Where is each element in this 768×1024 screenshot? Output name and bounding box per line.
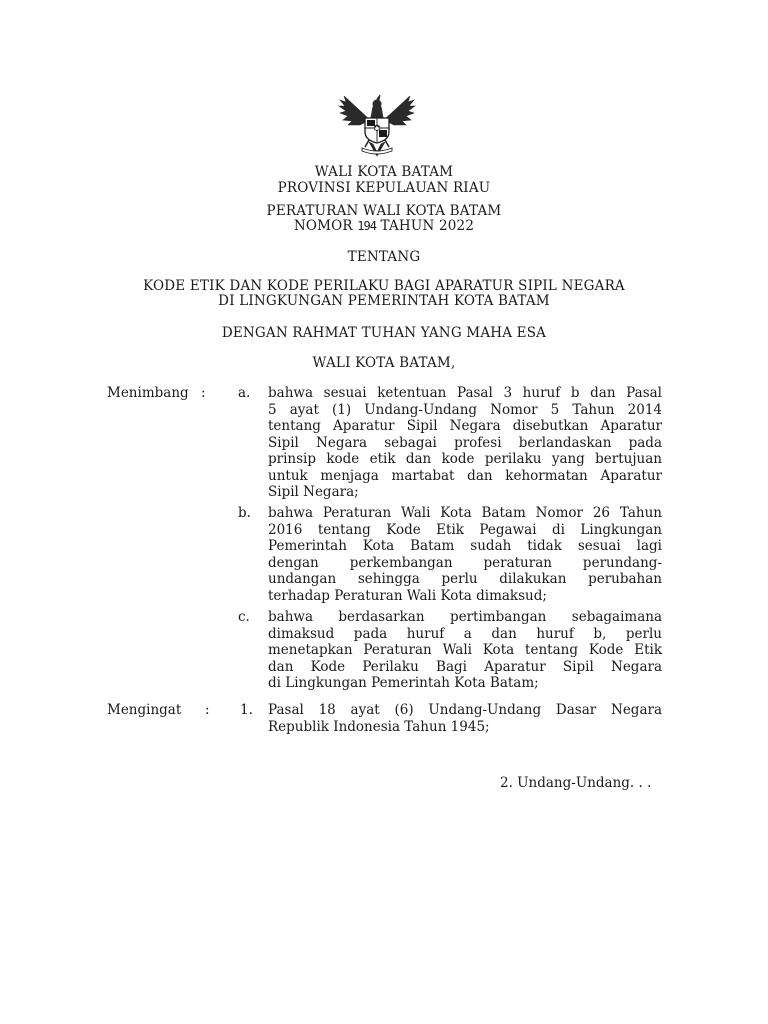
text-line: Pemerintah Kota Batam sudah tidak sesuai lagi (268, 538, 662, 554)
regulation-number (0, 218, 768, 234)
authority-line: WALI KOTA BATAM, (312, 355, 456, 371)
text-line: Republik Indonesia Tahun 1945; (268, 718, 490, 735)
mengingat-colon: : (205, 702, 210, 718)
menimbang-item-c-marker: c. (238, 609, 250, 625)
menimbang-label: Menimbang (107, 385, 189, 401)
garuda-emblem-icon (336, 92, 418, 160)
header-line-provinsi: PROVINSI KEPULAUAN RIAU (277, 180, 491, 196)
regulation-title: PERATURAN WALI KOTA BATAM (266, 203, 502, 219)
subject-line-1: KODE ETIK DAN KODE PERILAKU BAGI APARATUR SIPIL NEGARA (143, 278, 625, 294)
mengingat-item-1 (268, 702, 662, 735)
text-line: bahwa sesuai ketentuan Pasal 3 huruf b dan Pasal (268, 385, 662, 401)
text-line: tentang Aparatur Sipil Negara disebutkan Aparatur (268, 418, 662, 434)
header-line-wali-kota: WALI KOTA BATAM (314, 164, 454, 180)
text-line: 2016 tentang Kode Etik Pegawai di Lingkungan (268, 521, 662, 538)
mengingat-label: Mengingat (107, 702, 182, 718)
subject-line-2: DI LINGKUNGAN PEMERINTAH KOTA BATAM (218, 293, 550, 309)
text-line: bahwa Peraturan Wali Kota Batam Nomor 26 Tahun (268, 505, 662, 521)
about-heading: TENTANG (347, 249, 421, 265)
text-line: di Lingkungan Pemerintah Kota Batam; (268, 675, 539, 691)
text-line: prinsip kode etik dan kode perilaku yang bertujuan (268, 451, 662, 467)
text-line: dan Kode Perilaku Bagi Aparatur Sipil Negara (268, 658, 662, 675)
blessing-line: DENGAN RAHMAT TUHAN YANG MAHA ESA (221, 325, 547, 341)
text-line: 5 ayat (1) Undang-Undang Nomor 5 Tahun 2014 (268, 401, 662, 418)
text-line: untuk menjaga martabat dan kehormatan Aparatur (268, 467, 662, 484)
text-line: bahwa berdasarkan pertimbangan sebagaimana (268, 609, 662, 625)
text-line: Sipil Negara; (268, 484, 359, 500)
text-line: Sipil Negara sebagai profesi berlandaskan pada (268, 434, 662, 451)
text-line: menetapkan Peraturan Wali Kota tentang Kode Etik (268, 642, 662, 658)
mengingat-item-1-marker: 1. (240, 702, 253, 718)
menimbang-item-b-marker: b. (238, 505, 251, 521)
page-continuation: 2. Undang-Undang. . . (500, 775, 652, 791)
text-line: dengan perkembangan peraturan perundang- (268, 554, 662, 571)
menimbang-item-a-marker: a. (238, 385, 251, 401)
menimbang-colon: : (201, 385, 206, 401)
number-handwritten: 194 (357, 219, 376, 233)
text-line: terhadap Peraturan Wali Kota dimaksud; (268, 587, 547, 604)
text-line: Pasal 18 ayat (6) Undang-Undang Dasar Negara (268, 702, 662, 718)
number-prefix: NOMOR (293, 218, 353, 234)
menimbang-item-b (268, 505, 662, 604)
number-suffix: TAHUN 2022 (380, 218, 475, 234)
text-line: dimaksud pada huruf a dan huruf b, perlu (268, 625, 662, 642)
menimbang-item-a (268, 385, 662, 501)
menimbang-item-c (268, 609, 662, 692)
text-line: undangan sehingga perlu dilakukan perubahan (268, 571, 662, 587)
